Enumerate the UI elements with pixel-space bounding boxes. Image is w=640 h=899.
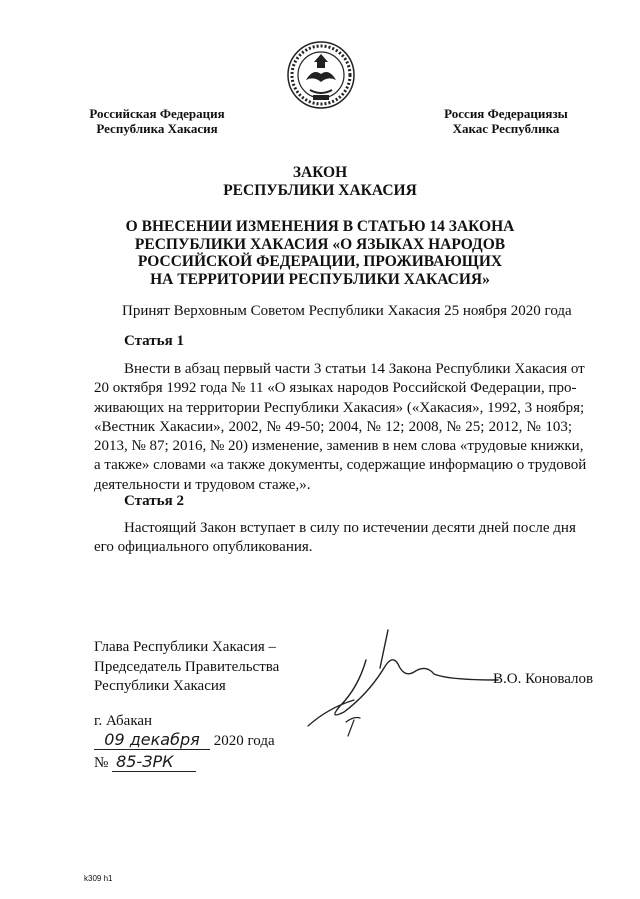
signatory-name: В.О. Коновалов	[493, 671, 594, 687]
law-title-line1: О ВНЕСЕНИИ ИЗМЕНЕНИЯ В СТАТЬЮ 14 ЗАКОНА	[125, 218, 515, 235]
header-left	[82, 106, 232, 136]
article-1-line: живающих на территории Республики Хакасия» («Хакасия», 1992, 3 ноября;	[94, 399, 585, 416]
header-right-line1: Россия Федерациязы	[444, 106, 568, 121]
signatory-title-line1: Глава Республики Хакасия –	[94, 639, 277, 655]
coat-of-arms-khakassia-icon	[286, 40, 356, 110]
footer-code: k309 h1	[84, 874, 113, 883]
adoption-statement: Принят Верховным Советом Республики Хакасия 25 ноября 2020 года	[122, 303, 572, 319]
article-1-line: а также» словами «а также документы, содержащие информацию о трудовой	[94, 457, 587, 474]
article-1-line: 20 октября 1992 года № 11 «О языках народов Российской Федерации, про-	[94, 380, 577, 397]
signatory-title-line2: Председатель Правительства	[94, 658, 280, 675]
header-right-line2: Хакас Республика	[452, 121, 560, 136]
handwritten-date: 09 декабря	[94, 730, 210, 750]
law-title-line2: РЕСПУБЛИКИ ХАКАСИЯ «О ЯЗЫКАХ НАРОДОВ	[134, 235, 506, 253]
handwritten-signature	[288, 628, 503, 738]
article-2-text	[94, 519, 576, 558]
article-2-line: его официального опубликования.	[94, 539, 313, 556]
signatory-title	[94, 638, 279, 697]
header-left-line2: Республика Хакасия	[96, 121, 218, 136]
header-right	[436, 106, 576, 136]
document-type: ЗАКОН	[292, 164, 348, 181]
article-1-text	[94, 360, 587, 495]
law-title-line3: РОССИЙСКОЙ ФЕДЕРАЦИИ, ПРОЖИВАЮЩИХ	[137, 253, 503, 270]
article-1-line: деятельности и трудовом стаже,».	[94, 476, 311, 493]
handwritten-number: 85-ЗРК	[112, 752, 196, 772]
issuing-authority: РЕСПУБЛИКИ ХАКАСИЯ	[223, 182, 417, 199]
law-title-line4: НА ТЕРРИТОРИИ РЕСПУБЛИКИ ХАКАСИЯ»	[150, 270, 490, 288]
law-number	[94, 752, 196, 772]
article-1-line: Внести в абзац первый части 3 статьи 14 Закона Республики Хакасия от	[124, 361, 585, 377]
article-1-heading: Статья 1	[124, 333, 184, 349]
article-2-line: Настоящий Закон вступает в силу по истечении десяти дней после дня	[124, 520, 576, 536]
date-year: 2020 года	[213, 733, 275, 749]
header-left-line1: Российская Федерация	[89, 106, 225, 121]
article-1-line: «Вестник Хакасии», 2002, № 49-50; 2004, № 12; 2008, № 25; 2012, № 103;	[94, 418, 572, 435]
signing-date	[94, 730, 275, 750]
place-of-signing: г. Абакан	[94, 713, 153, 729]
number-sign: №	[94, 755, 109, 771]
article-2-heading: Статья 2	[124, 493, 184, 509]
signatory-title-line3: Республики Хакасия	[94, 678, 226, 694]
law-title	[100, 218, 540, 288]
article-1-line: 2013, № 87; 2016, № 20) изменение, заменив в нем слова «трудовые книжки,	[94, 438, 584, 455]
